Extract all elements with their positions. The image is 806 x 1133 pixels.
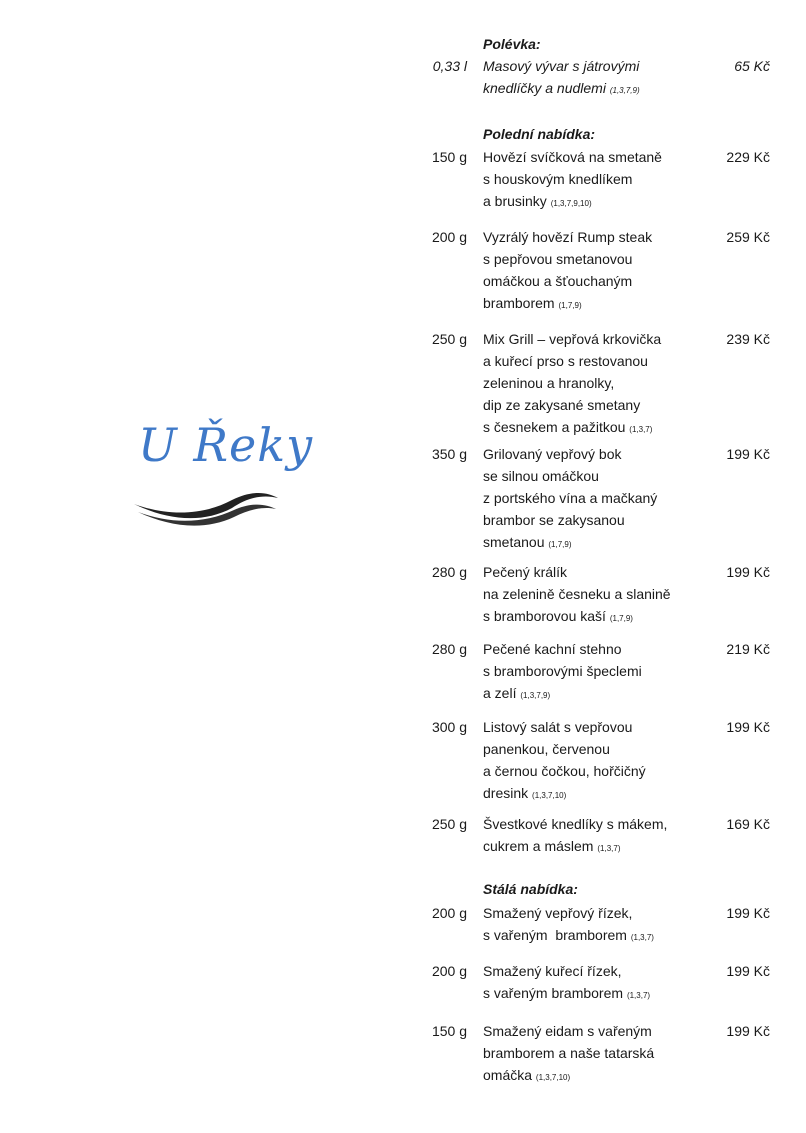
item-allergens: (1,3,7,9) [609,86,640,95]
item-weight: 280 g [431,641,467,657]
item-price: 199 Kč [726,1023,770,1039]
section-title-standard: Stálá nabídka: [483,881,578,897]
waves-icon [132,482,282,532]
item-weight: 200 g [431,229,467,245]
item-allergens: (1,3,7,9,10) [550,199,592,208]
item-description: Hovězí svíčková na smetaně s houskovým knedlíkem a brusinky (1,3,7,9,10) [483,149,662,209]
item-allergens: (1,7,9) [609,614,633,623]
section-title-lunch: Polední nabídka: [483,126,596,142]
item-price: 169 Kč [726,816,770,832]
item-allergens: (1,7,9) [558,301,582,310]
item-weight: 200 g [431,905,467,921]
item-description: Švestkové knedlíky s mákem, cukrem a máslem (1,3,7) [483,816,668,854]
item-weight: 150 g [431,149,467,165]
item-price: 259 Kč [726,229,770,245]
item-allergens: (1,3,7) [626,991,651,1000]
item-price: 199 Kč [726,564,770,580]
item-price: 199 Kč [726,905,770,921]
item-price: 199 Kč [726,446,770,462]
item-allergens: (1,7,9) [548,540,572,549]
section-title-soup: Polévka: [483,36,541,52]
item-price: 229 Kč [726,149,770,165]
restaurant-logo [128,418,314,538]
item-price: 239 Kč [726,331,770,347]
item-weight: 0,33 l [432,58,467,74]
item-allergens: (1,3,7) [630,933,654,942]
item-description: Vyzrálý hovězí Rump steak s pepřovou smetanovou omáčkou a šťouchaným bramborem (1,7,9) [483,229,653,311]
item-weight: 200 g [431,963,467,979]
item-description: Smažený vepřový řízek, s vařeným bramborem (1,3,7) [483,905,654,943]
item-allergens: (1,3,7,10) [532,791,567,800]
item-weight: 280 g [431,564,467,580]
item-price: 65 Kč [734,58,770,74]
item-description: Grilovaný vepřový bok se silnou omáčkou z portského vína a mačkaný brambor se zakysanou smetanou (1,7,9) [483,446,658,550]
item-price: 199 Kč [726,963,770,979]
item-description: Pečené kachní stehno s bramborovými špeclemi a zelí (1,3,7,9) [483,641,642,701]
item-description: Smažený eidam s vařeným bramborem a naše tatarská omáčka (1,3,7,10) [483,1023,655,1083]
item-description: Smažený kuřecí řízek, s vařeným bramborem (1,3,7) [483,963,651,1001]
item-weight: 250 g [431,816,467,832]
item-price: 219 Kč [726,641,770,657]
item-allergens: (1,3,7) [597,844,621,853]
item-weight: 350 g [431,446,467,462]
item-allergens: (1,3,7,10) [535,1073,571,1082]
item-description: Masový vývar s játrovými knedlíčky a nudlemi (1,3,7,9) [483,58,640,96]
item-weight: 300 g [431,719,467,735]
item-description: Mix Grill – vepřová krkovička a kuřecí prso s restovanou zeleninou a hranolky, dip ze zakysané smetany s česnekem a pažitkou (1,3,7) [483,331,662,435]
item-price: 199 Kč [726,719,770,735]
item-weight: 250 g [431,331,467,347]
item-allergens: (1,3,7) [629,425,653,434]
item-description: Listový salát s vepřovou panenkou, červenou a černou čočkou, hořčičný dresink (1,3,7,10) [483,719,646,801]
item-allergens: (1,3,7,9) [520,691,551,700]
logo-text: U Řeky [138,418,314,472]
item-description: Pečený králík na zelenině česneku a slanině s bramborovou kaší (1,7,9) [483,564,671,624]
item-weight: 150 g [431,1023,467,1039]
